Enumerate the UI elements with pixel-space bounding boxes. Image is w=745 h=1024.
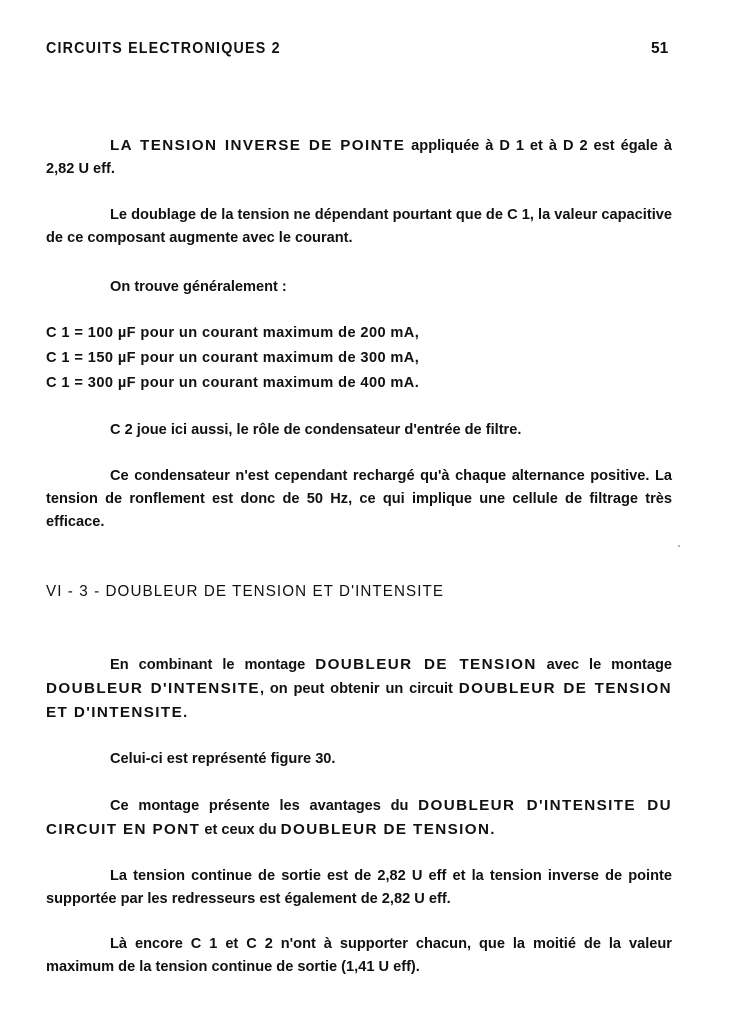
paragraph-text: avec le montage — [536, 657, 672, 673]
capacitor-label: C 1 — [46, 350, 70, 366]
paragraph-half-voltage: Là encore C 1 et C 2 n'ont à supporter chacun, que la moitié de la valeur maximum de la tension continue de sortie (1,41 U eff). — [46, 936, 672, 975]
paragraph-combining — [46, 653, 672, 725]
equals-sign: = — [74, 325, 84, 341]
paragraph-output-voltage: La tension continue de sortie est de 2,82 U eff et la tension inverse de pointe supportée par les redresseurs est également de 2,82 U eff. — [46, 868, 672, 907]
paragraph-figure-reference: Celui-ci est représenté figure 30. — [110, 751, 336, 767]
capacitor-label: C 1 — [46, 375, 70, 391]
emphasis-caps: DOUBLEUR DE TENSION ET D'INTENSITE — [46, 680, 672, 721]
paragraph-text: En combinant le montage — [110, 657, 316, 673]
emphasis-caps: DOUBLEUR D'INTENSITE — [46, 680, 260, 697]
emphasis-caps: DOUBLEUR DE TENSION — [315, 656, 537, 673]
current-condition: pour un courant maximum de 200 mA, — [140, 325, 420, 341]
paragraph-text: appliquée à D 1 et à D 2 est égale à 2,82 U eff. — [46, 138, 672, 177]
emphasis-caps: LA TENSION INVERSE DE POINTE — [110, 137, 406, 154]
paragraph-generally-found: On trouve généralement : — [110, 279, 287, 295]
section-heading: VI - 3 - DOUBLEUR DE TENSION ET D'INTENSITE — [46, 583, 445, 600]
paragraph-advantages — [46, 794, 672, 842]
paragraph-peak-inverse-voltage — [46, 134, 672, 181]
equals-sign: = — [74, 350, 84, 366]
current-condition: pour un courant maximum de 300 mA, — [140, 350, 420, 366]
capacitance-unit: µF — [117, 375, 136, 391]
running-title: CIRCUITS ELECTRONIQUES 2 — [46, 40, 281, 57]
capacitance-unit: µF — [117, 350, 136, 366]
emphasis-caps: DOUBLEUR DE TENSION — [280, 821, 491, 838]
current-condition: pour un courant maximum de 400 mA. — [140, 375, 420, 391]
equals-sign: = — [74, 375, 84, 391]
capacitance-unit: µF — [117, 325, 136, 341]
paragraph-text: , on peut obtenir un circuit — [259, 681, 459, 697]
paragraph-text: Ce montage présente les avantages du — [110, 798, 419, 814]
capacitance-value: 300 — [87, 375, 114, 391]
capacitor-value-line — [46, 372, 419, 395]
paragraph-c2-role: C 2 joue ici aussi, le rôle de condensateur d'entrée de filtre. — [110, 422, 522, 438]
capacitor-value-line — [46, 322, 419, 345]
capacitor-label: C 1 — [46, 325, 70, 341]
scan-speck — [678, 545, 680, 547]
capacitance-value: 150 — [87, 350, 114, 366]
capacitor-value-line — [46, 347, 419, 370]
page-number: 51 — [651, 40, 669, 57]
paragraph-text: . — [490, 822, 495, 838]
paragraph-text: et ceux du — [200, 822, 281, 838]
paragraph-text: . — [183, 705, 188, 721]
emphasis-caps: DOUBLEUR D'INTENSITE DU CIRCUIT EN PONT — [46, 797, 672, 838]
paragraph-ripple: Ce condensateur n'est cependant rechargé qu'à chaque alternance positive. La tension de ronflement est donc de 50 Hz, ce qui implique une cellule de filtrage très efficace. — [46, 468, 672, 530]
paragraph-voltage-doubling: Le doublage de la tension ne dépendant pourtant que de C 1, la valeur capacitive de ce composant augmente avec le courant. — [46, 207, 672, 246]
capacitance-value: 100 — [87, 325, 114, 341]
